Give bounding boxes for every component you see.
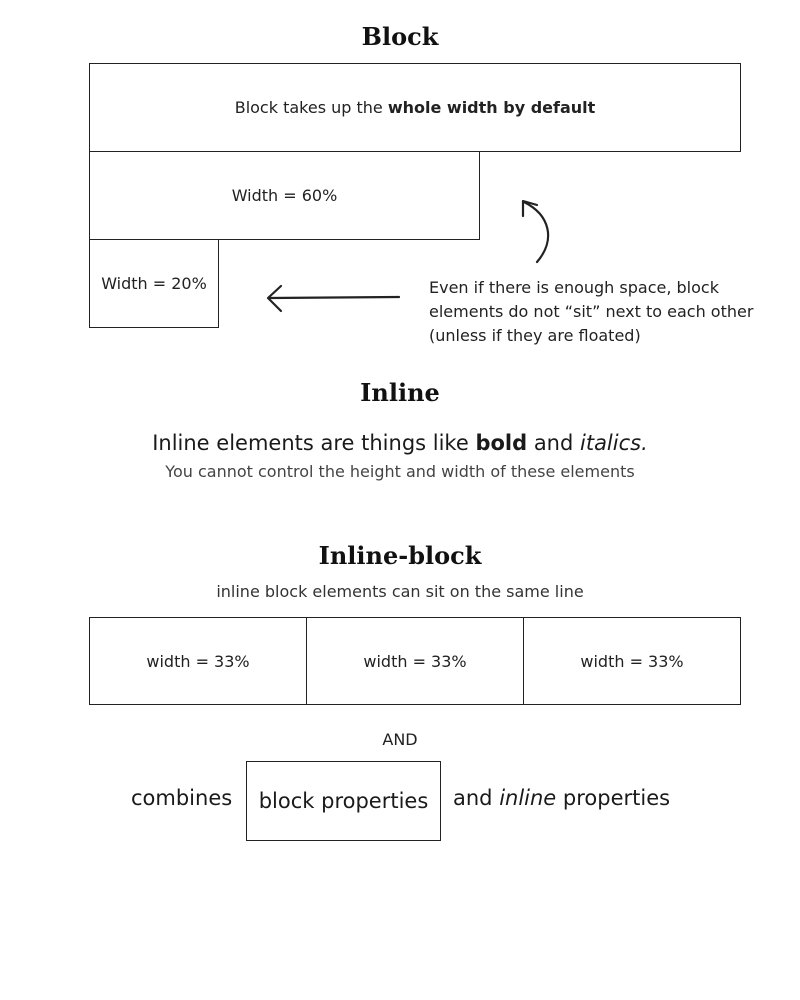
inline-word: inline: [499, 786, 557, 810]
inline-properties-text: [453, 786, 670, 810]
block-note: [429, 276, 769, 348]
inline-subline: You cannot control the height and width of these elements: [165, 462, 635, 481]
block-heading: Block: [361, 22, 439, 51]
block-note-line-3: (unless if they are floated): [429, 326, 641, 345]
inline-description-and: and: [527, 431, 580, 455]
inline-italic-example: italics.: [580, 431, 648, 455]
inline-block-box-3-label: width = 33%: [580, 651, 684, 671]
inline-heading: Inline: [360, 378, 440, 407]
and-label: AND: [382, 730, 418, 749]
block-properties-box: [246, 761, 441, 841]
inline-description: [0, 431, 800, 455]
combines-word: combines: [131, 786, 233, 810]
properties-word: properties: [556, 786, 671, 810]
inline-block-box-2-label: width = 33%: [363, 651, 467, 671]
full-width-text-prefix: Block takes up the: [234, 98, 388, 117]
inline-block-box-1-label: width = 33%: [146, 651, 250, 671]
width-60-label: Width = 60%: [231, 186, 338, 205]
block-note-line-2: elements do not “sit” next to each other: [429, 302, 754, 321]
inline-block-heading: Inline-block: [318, 541, 482, 570]
width-20-label: Width = 20%: [101, 274, 207, 293]
and-word: and: [453, 786, 500, 810]
block-note-line-1: Even if there is enough space, block: [429, 278, 719, 297]
full-width-text-bold: whole width by default: [387, 98, 596, 117]
inline-bold-example: bold: [475, 431, 528, 455]
inline-block-subtitle: inline block elements can sit on the same line: [216, 582, 584, 601]
inline-block-box-3: [523, 617, 741, 705]
inline-description-prefix: Inline elements are things like: [152, 431, 476, 455]
inline-block-box-1: [89, 617, 307, 705]
block-properties-label: block properties: [258, 789, 429, 813]
inline-block-box-2: [306, 617, 524, 705]
